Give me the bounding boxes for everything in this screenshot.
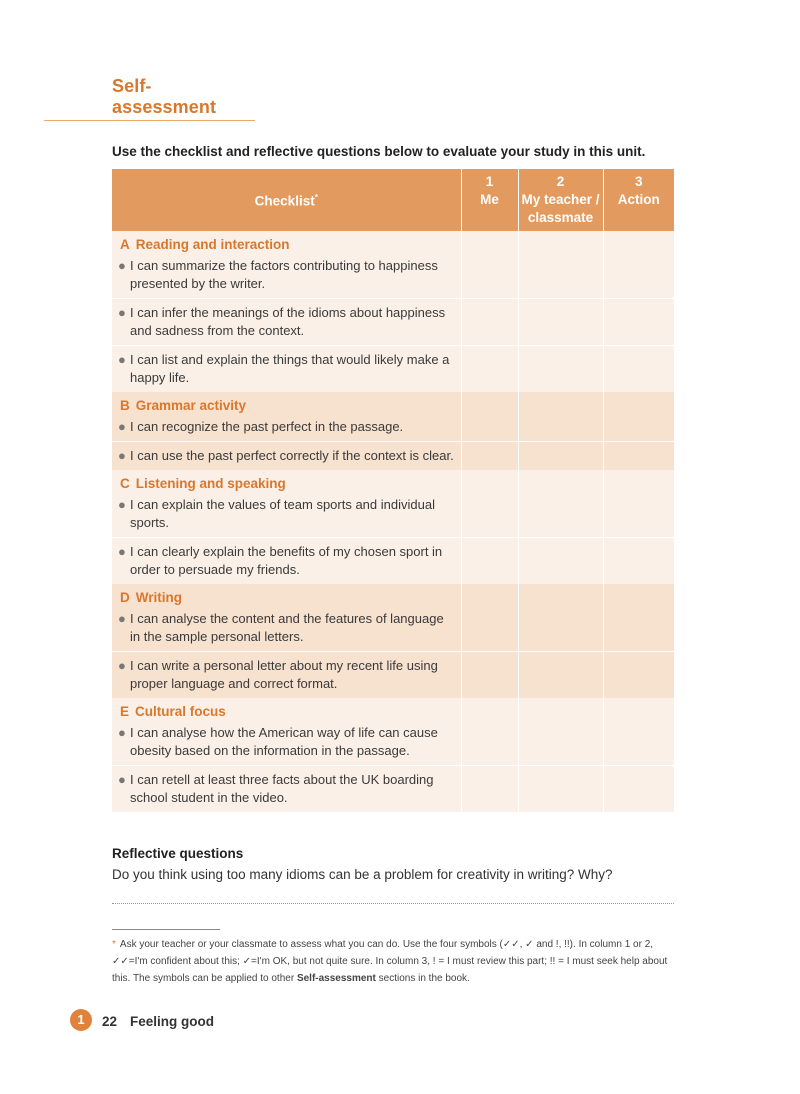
bullet-icon: ●: [118, 725, 126, 740]
checklist-item: I can write a personal letter about my recent life using proper language and correct format.: [130, 658, 438, 691]
me-cell[interactable]: [461, 584, 518, 652]
bullet-icon: ●: [118, 419, 126, 434]
teacher-cell[interactable]: [518, 346, 603, 393]
bullet-icon: ●: [118, 448, 126, 463]
checklist-item-cell: [112, 766, 461, 813]
page-number: 22: [102, 1014, 118, 1029]
teacher-cell[interactable]: [518, 652, 603, 699]
action-cell[interactable]: [603, 584, 674, 652]
footnote-text-end: sections in the book.: [378, 973, 470, 984]
checklist-item-cell: [112, 231, 461, 299]
header-col2-label-line2: classmate: [527, 210, 594, 225]
me-cell[interactable]: [461, 652, 518, 699]
header-col3-label: Action: [617, 192, 660, 207]
checklist-item-cell: [112, 652, 461, 699]
teacher-cell[interactable]: [518, 698, 603, 766]
instruction-text: Use the checklist and reflective questions below to evaluate your study in this unit.: [112, 144, 646, 159]
checklist-item: I can recognize the past perfect in the passage.: [130, 419, 404, 434]
bullet-icon: ●: [118, 497, 126, 512]
me-cell[interactable]: [461, 231, 518, 299]
me-cell[interactable]: [461, 538, 518, 585]
checklist-item-cell: [112, 698, 461, 766]
me-cell[interactable]: [461, 392, 518, 442]
table-header-row: [112, 169, 674, 231]
checklist-item: I can analyse the content and the features of language in the sample personal letters.: [130, 611, 444, 644]
footnote-mark: *: [112, 939, 116, 950]
table-row: [112, 392, 674, 442]
checklist-item-cell: [112, 299, 461, 346]
section-heading-c: C Listening and speaking: [120, 476, 286, 491]
table-row: [112, 698, 674, 766]
me-cell[interactable]: [461, 698, 518, 766]
bullet-icon: ●: [118, 305, 126, 320]
header-checklist-star: *: [314, 193, 318, 203]
bullet-icon: ●: [118, 544, 126, 559]
bullet-icon: ●: [118, 658, 126, 673]
header-col1-number: 1: [485, 174, 494, 189]
footnote-rule: [112, 929, 220, 930]
bullet-icon: ●: [118, 772, 126, 787]
table-row: [112, 652, 674, 699]
header-col1-label: Me: [480, 192, 499, 207]
action-cell[interactable]: [603, 698, 674, 766]
header-col2-number: 2: [556, 174, 565, 189]
reflective-question: Do you think using too many idioms can be a problem for creativity in writing? Why?: [112, 867, 613, 882]
teacher-cell[interactable]: [518, 392, 603, 442]
table-row: [112, 346, 674, 393]
checklist-item: I can list and explain the things that would likely make a happy life.: [130, 352, 450, 385]
action-cell[interactable]: [603, 442, 674, 471]
unit-badge-icon: 1: [70, 1009, 92, 1031]
bullet-icon: ●: [118, 352, 126, 367]
footnote: [112, 936, 674, 987]
table-row: [112, 538, 674, 585]
header-checklist: [112, 169, 461, 231]
teacher-cell[interactable]: [518, 299, 603, 346]
checklist-item: I can retell at least three facts about the UK boarding school student in the video.: [130, 772, 434, 805]
action-cell[interactable]: [603, 299, 674, 346]
header-col2-label-line1: My teacher /: [521, 192, 600, 207]
header-col-me: [461, 169, 518, 231]
teacher-cell[interactable]: [518, 470, 603, 538]
footnote-text: Ask your teacher or your classmate to assess what you can do. Use the four symbols (✓✓, ✓ and !, !!). In column 1 or 2, ✓✓=I'm confident about this; ✓=I'm OK, but not quite sure. In column 3, ! = I must review this part; !! = I must seek help about this. The symbols can be applied to other: [112, 939, 668, 984]
action-cell[interactable]: [603, 538, 674, 585]
table-row: [112, 299, 674, 346]
checklist-item: I can infer the meanings of the idioms about happiness and sadness from the context.: [130, 305, 446, 338]
checklist-item-cell: [112, 538, 461, 585]
table-row: [112, 470, 674, 538]
section-heading-e: E Cultural focus: [120, 704, 226, 719]
action-cell[interactable]: [603, 231, 674, 299]
checklist-item: I can clearly explain the benefits of my chosen sport in order to persuade my friends.: [130, 544, 443, 577]
teacher-cell[interactable]: [518, 442, 603, 471]
checklist-item: I can analyse how the American way of life can cause obesity based on the information in the passage.: [130, 725, 438, 758]
me-cell[interactable]: [461, 470, 518, 538]
table-row: [112, 766, 674, 813]
checklist-item: I can summarize the factors contributing to happiness presented by the writer.: [130, 258, 438, 291]
reflective-title: Reflective questions: [112, 846, 244, 861]
header-col3-number: 3: [634, 174, 643, 189]
table-row: [112, 584, 674, 652]
section-heading-a: A Reading and interaction: [120, 237, 290, 252]
header-col-teacher: [518, 169, 603, 231]
title-underline: [44, 120, 255, 121]
me-cell[interactable]: [461, 442, 518, 471]
me-cell[interactable]: [461, 299, 518, 346]
action-cell[interactable]: [603, 652, 674, 699]
checklist-item: I can explain the values of team sports and individual sports.: [130, 497, 435, 530]
checklist-item-cell: [112, 346, 461, 393]
action-cell[interactable]: [603, 470, 674, 538]
table-row: [112, 442, 674, 471]
teacher-cell[interactable]: [518, 766, 603, 813]
checklist-item-cell: [112, 470, 461, 538]
checklist-table: [112, 169, 674, 812]
teacher-cell[interactable]: [518, 538, 603, 585]
checklist-item-cell: [112, 392, 461, 442]
bullet-icon: ●: [118, 258, 126, 273]
me-cell[interactable]: [461, 766, 518, 813]
footnote-bold-term: Self-assessment: [296, 973, 376, 984]
unit-title: Feeling good: [130, 1014, 214, 1029]
action-cell[interactable]: [603, 346, 674, 393]
answer-line[interactable]: [112, 903, 674, 904]
title-block: [44, 76, 255, 121]
checklist-item-cell: [112, 442, 461, 471]
bullet-icon: ●: [118, 611, 126, 626]
table-row: [112, 231, 674, 299]
section-heading-b: B Grammar activity: [120, 398, 247, 413]
page-title: Self-assessment: [112, 76, 217, 117]
action-cell[interactable]: [603, 766, 674, 813]
header-checklist-label: Checklist: [254, 193, 315, 209]
checklist-item: I can use the past perfect correctly if the context is clear.: [130, 448, 454, 463]
section-heading-d: D Writing: [120, 590, 182, 605]
me-cell[interactable]: [461, 346, 518, 393]
teacher-cell[interactable]: [518, 584, 603, 652]
header-col-action: [603, 169, 674, 231]
action-cell[interactable]: [603, 392, 674, 442]
teacher-cell[interactable]: [518, 231, 603, 299]
checklist-item-cell: [112, 584, 461, 652]
